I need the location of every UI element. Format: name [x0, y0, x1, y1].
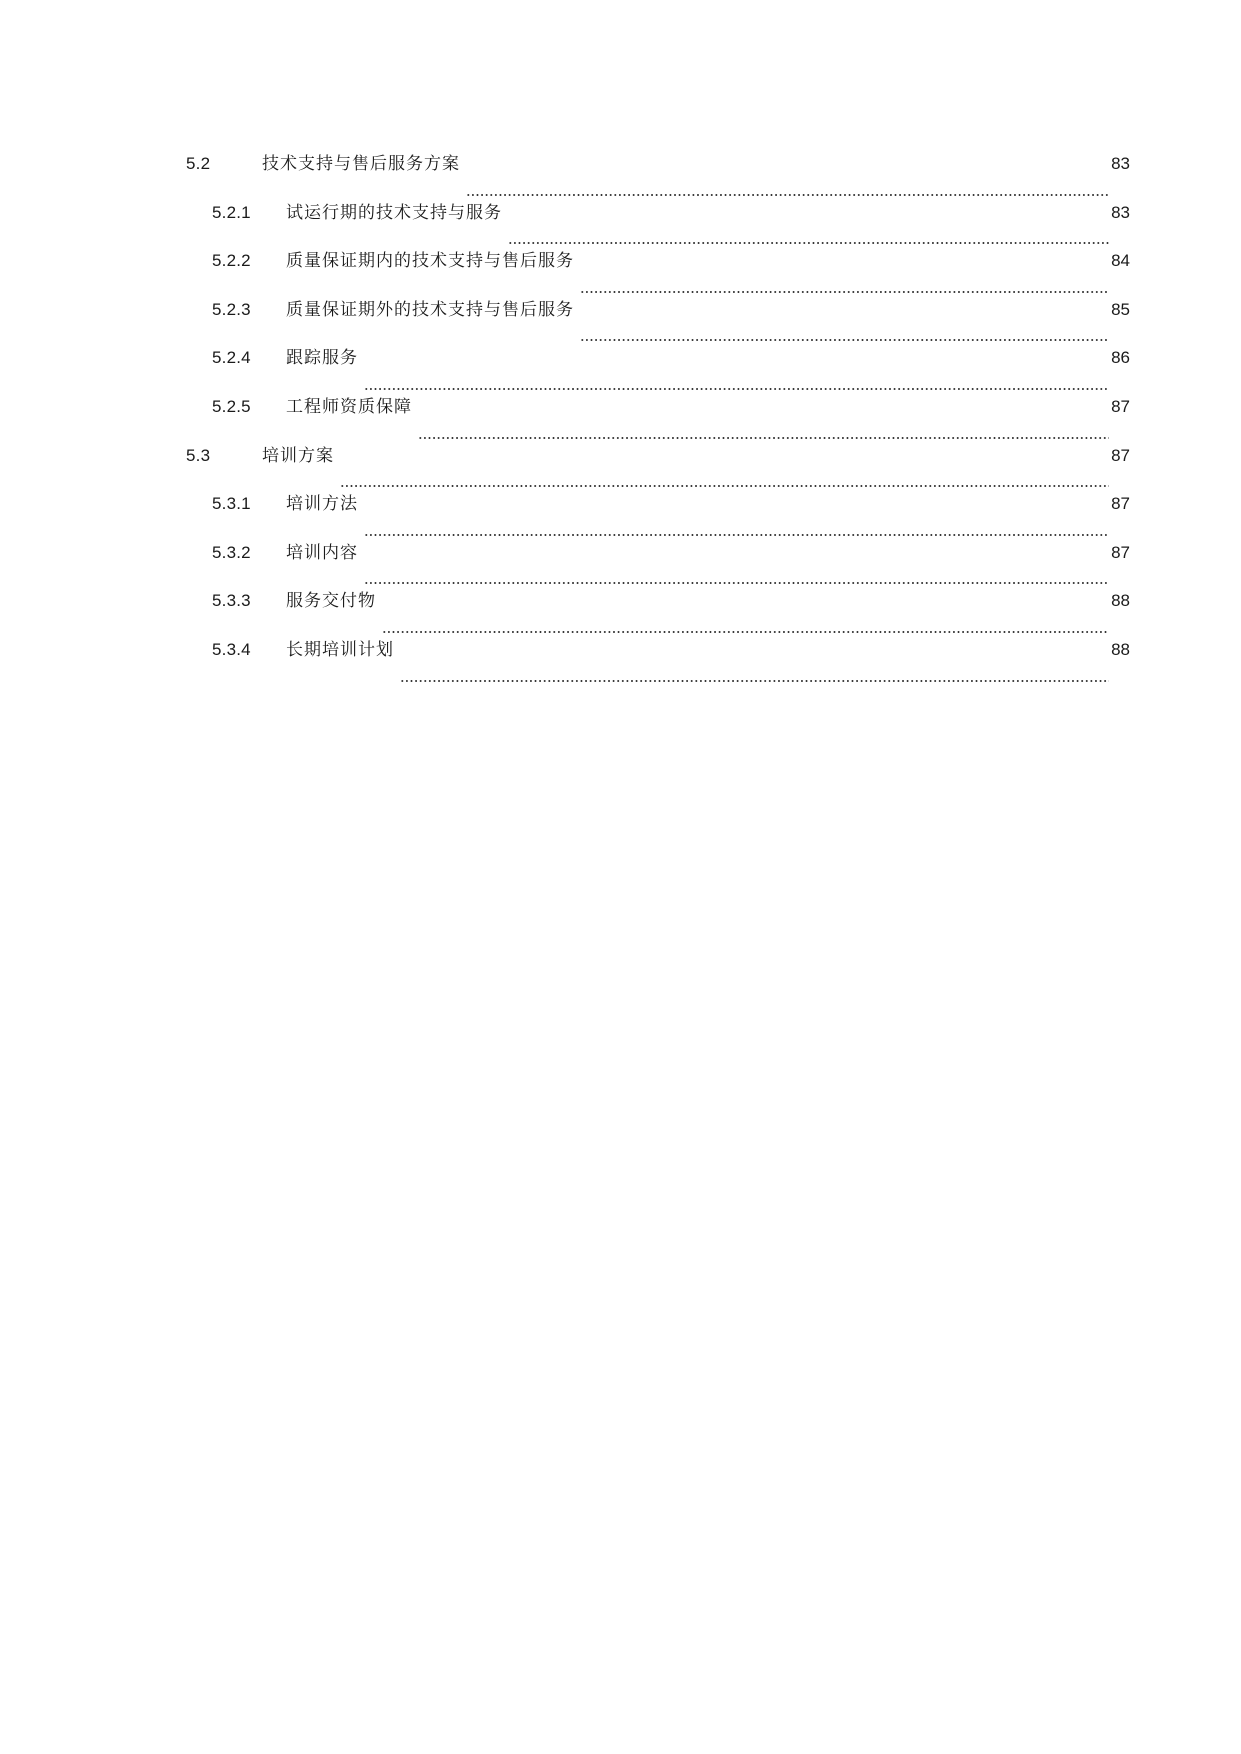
toc-entry-title: 服务交付物 [286, 591, 376, 612]
dot-leader [364, 573, 1109, 585]
toc-entry-page: 88 [1111, 591, 1130, 611]
toc-entry-5-3[interactable] [186, 445, 1130, 494]
toc-entry-number: 5.2.3 [212, 299, 251, 319]
toc-entry-number: 5.3 [186, 445, 211, 465]
toc-entry-number: 5.2.1 [212, 202, 251, 222]
toc-entry-page: 87 [1111, 494, 1130, 514]
toc-entry-page: 87 [1111, 396, 1130, 416]
toc-entry-5-3-2[interactable] [186, 542, 1130, 591]
toc-entry-5-2[interactable] [186, 153, 1130, 202]
dot-leader [466, 185, 1109, 197]
toc-entry-5-2-1[interactable] [186, 202, 1130, 251]
toc-entry-number: 5.2.4 [212, 348, 251, 368]
toc-entry-page: 84 [1111, 251, 1130, 271]
toc-entry-5-2-4[interactable] [186, 347, 1130, 396]
toc-entry-title: 长期培训计划 [286, 639, 394, 660]
toc-entry-number: 5.3.1 [212, 494, 251, 514]
toc-entry-5-3-4[interactable] [186, 639, 1130, 688]
toc-entry-page: 85 [1111, 299, 1130, 319]
toc-entry-5-2-3[interactable] [186, 299, 1130, 348]
toc-entry-number: 5.3.3 [212, 591, 251, 611]
toc-entry-title: 培训内容 [286, 542, 358, 563]
toc-entry-number: 5.2.2 [212, 251, 251, 271]
toc-entry-page: 87 [1111, 445, 1130, 465]
toc-entry-number: 5.3.2 [212, 542, 251, 562]
toc-entry-title: 质量保证期外的技术支持与售后服务 [286, 299, 574, 320]
toc-entry-title: 培训方案 [262, 445, 334, 466]
dot-leader [580, 282, 1109, 294]
toc-entry-title: 跟踪服务 [286, 348, 358, 369]
toc-entry-5-3-1[interactable] [186, 493, 1130, 542]
toc-entry-page: 83 [1111, 154, 1130, 173]
dot-leader [580, 330, 1109, 342]
toc-entry-5-2-2[interactable] [186, 250, 1130, 299]
table-of-contents [186, 153, 1130, 688]
toc-entry-title: 质量保证期内的技术支持与售后服务 [286, 251, 574, 272]
toc-entry-page: 83 [1111, 202, 1130, 222]
dot-leader [382, 622, 1109, 634]
toc-entry-5-2-5[interactable] [186, 396, 1130, 445]
toc-entry-number: 5.2.5 [212, 396, 251, 416]
toc-entry-title: 培训方法 [286, 494, 358, 515]
dot-leader [508, 233, 1109, 245]
toc-entry-number: 5.2 [186, 154, 211, 173]
dot-leader [340, 476, 1109, 488]
toc-entry-page: 87 [1111, 542, 1130, 562]
toc-entry-page: 86 [1111, 348, 1130, 368]
toc-entry-number: 5.3.4 [212, 639, 251, 659]
dot-leader [364, 379, 1109, 391]
toc-entry-title: 试运行期的技术支持与服务 [286, 202, 502, 223]
toc-entry-5-3-3[interactable] [186, 590, 1130, 639]
toc-entry-title: 工程师资质保障 [286, 396, 412, 417]
dot-leader [400, 671, 1109, 683]
dot-leader [418, 428, 1109, 440]
toc-entry-page: 88 [1111, 639, 1130, 659]
toc-entry-title: 技术支持与售后服务方案 [262, 154, 460, 174]
dot-leader [364, 525, 1109, 537]
